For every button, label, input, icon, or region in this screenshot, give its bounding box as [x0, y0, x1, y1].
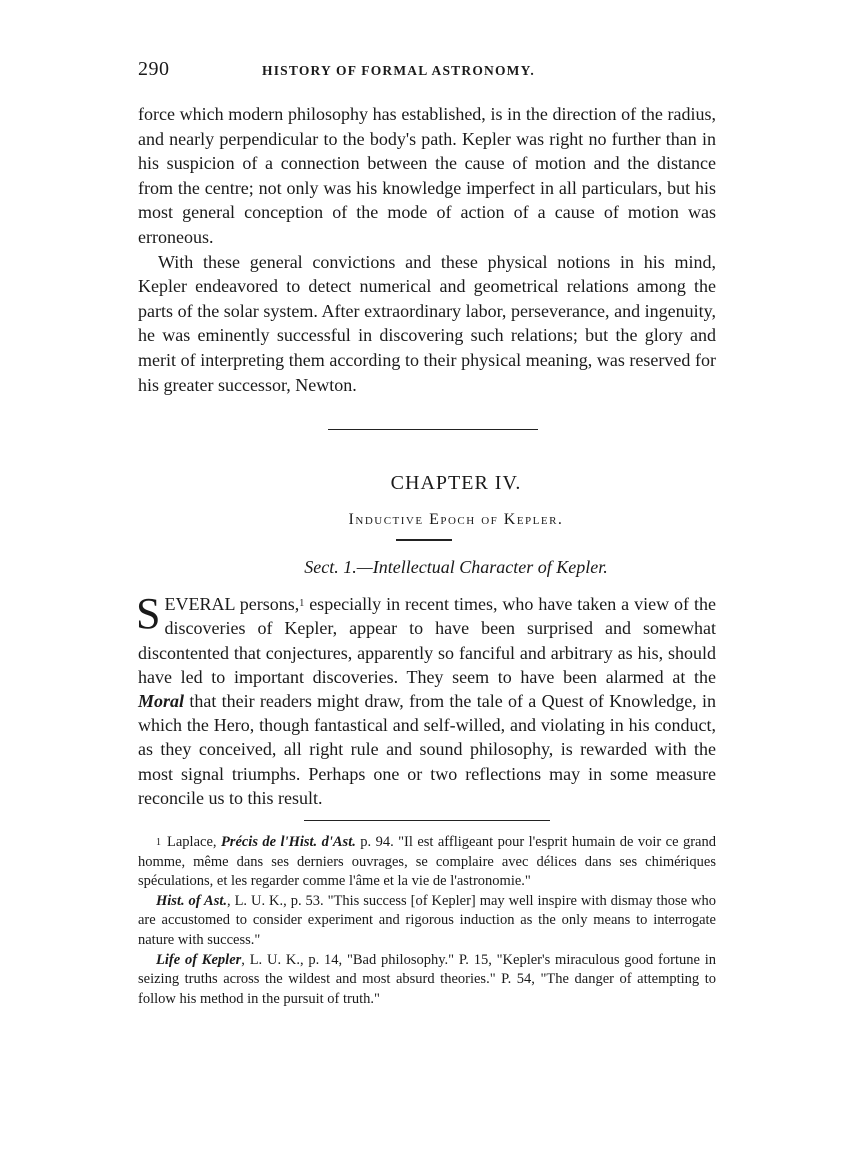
chapter-title: CHAPTER IV. — [390, 472, 522, 495]
main-paragraph — [136, 589, 716, 810]
page-number: 290 — [138, 58, 170, 80]
footnote-1-work: Précis de l'Hist. d'Ast. — [220, 833, 356, 850]
running-head: HISTORY OF FORMAL ASTRONOMY. — [262, 63, 535, 78]
paragraph-newton: With these general convictions and these physical notions in his mind, Kepler endeavored to detect numerical and geometrical relations among the parts of the solar system. After extraordinary labor, perseverance, and ingenuity, he was eminently successful in discovering such relations; but the glory and merit of interpreting them according to their physical meaning, was reserved for his greater successor, Newton. — [138, 251, 716, 395]
page-header — [138, 58, 716, 84]
opening-word: persons, — [234, 594, 300, 615]
section-divider-rule — [328, 429, 538, 430]
footnote-1 — [138, 833, 716, 892]
footnote-3-text: , L. U. K., p. 14, "Bad philosophy." P. 15, "Kepler's miraculous good fortune in seizing truths across the wildest and most absurd theories." P. 54, "The danger of attempting to follow his method in the pursuit of truth." — [138, 951, 716, 1007]
footnotes — [138, 833, 716, 1009]
main-text-a: especially in recent times, who have taken a view of the discoveries of Kepler, appear to have been surprised and somewhat discontented that conjectures, apparently so fanciful and arbitrary as his, should have led to important discoveries. They seem to have been alarmed at the — [138, 594, 716, 687]
drop-cap: S — [136, 589, 161, 639]
moral-word: Moral — [138, 690, 185, 711]
footnote-mark: 1 — [156, 836, 161, 848]
paragraph-continued: force which modern philosophy has established, is in the direction of the radius, and nearly perpendicular to the body's path. Kepler was right no further than in his suspicion of a connection between the cause of motion and the distance from the centre; not only was his knowledge imperfect in all particulars, but his most general conception of the mode of action of a cause of motion was erroneous. — [138, 104, 716, 247]
chapter-subtitle: Inductive Epoch of Kepler. — [348, 511, 564, 529]
footnote-2 — [138, 892, 716, 951]
footnote-separator — [304, 820, 550, 821]
footnote-2-text: , L. U. K., p. 53. "This success [of Kepler] may well inspire with dismay those who are accustomed to consider experiment and rigorous induction as the only means to interrogate nature with success." — [138, 892, 716, 948]
footnote-reference: 1 — [299, 598, 305, 610]
section-title: Sect. 1.—Intellectual Character of Kepler. — [304, 557, 608, 578]
main-text-b: that their readers might draw, from the tale of a Quest of Knowledge, in which the Hero, though fantastical and self-willed, and violating in his conduct, as they conceived, all right rule and sound philosophy, is rewarded with the most signal triumphs. Perhaps one or two reflections may in some measure reconcile us to this result. — [138, 690, 716, 808]
footnote-1-text: p. 94. "Il est affligeant pour l'esprit humain de voir ce grand homme, même dans ses derniers ouvrages, se complaire avec délices dans ses chimériques spéculations, et les regarder comme l'âme et la vie de l'astronomie." — [138, 833, 716, 890]
footnote-3-work: Life of Kepler — [156, 951, 242, 968]
chapter-short-rule — [396, 539, 452, 541]
body-text — [138, 102, 716, 397]
footnote-1-author: Laplace, — [167, 833, 221, 850]
footnote-2-work: Hist. of Ast. — [156, 892, 227, 909]
footnote-3 — [138, 951, 716, 1010]
book-page — [138, 58, 716, 1009]
opening-caps: EVERAL — [164, 594, 235, 615]
